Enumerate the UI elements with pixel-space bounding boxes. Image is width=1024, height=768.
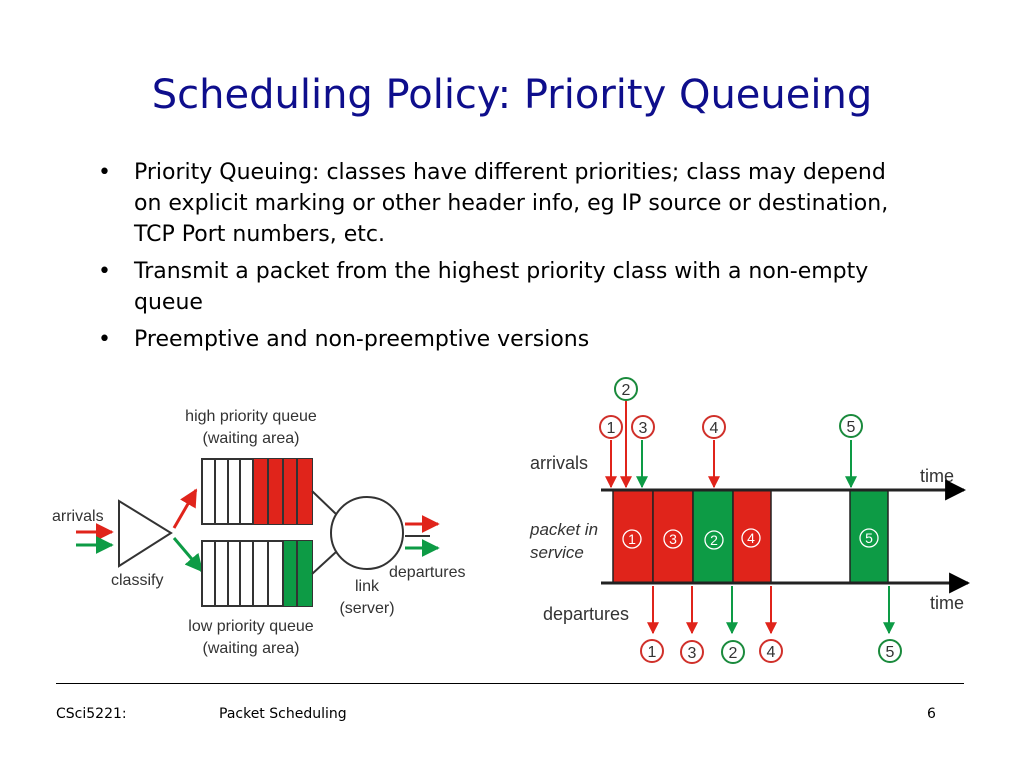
arrival-marker-label: 4 — [709, 420, 719, 437]
arrival-marker-label: 3 — [638, 420, 648, 437]
arrival-marker-label: 2 — [621, 382, 631, 399]
footer-divider — [56, 683, 964, 684]
arrival-marker-label: 5 — [846, 419, 856, 436]
bullet-marker: • — [98, 259, 111, 284]
footer-course: CSci5221: — [56, 706, 127, 722]
high-to-server-line — [312, 491, 336, 514]
slide-title: Scheduling Policy: Priority Queueing — [151, 72, 873, 118]
arrivals-label: arrivals — [52, 508, 104, 525]
service-label-item: 5 — [865, 530, 873, 546]
low-queue-label: low priority queue — [188, 618, 314, 635]
departure-marker-label: 4 — [766, 644, 776, 661]
departure-marker-label: 3 — [687, 645, 697, 662]
bullet-marker: • — [98, 160, 111, 185]
departure-marker-label: 5 — [885, 644, 895, 661]
timeline-diagram — [529, 378, 968, 663]
link-label: link — [354, 578, 380, 595]
classifier-triangle — [119, 501, 171, 566]
service-label: service — [530, 543, 584, 562]
footer-page-number: 6 — [927, 706, 936, 722]
classify-high-arrow — [174, 490, 196, 528]
arrival-marker-label: 1 — [606, 420, 616, 437]
departures-label: departures — [389, 564, 466, 581]
bullet-marker: • — [98, 327, 111, 352]
footer-topic: Packet Scheduling — [219, 706, 347, 722]
low-queue-sublabel: (waiting area) — [202, 640, 300, 657]
classify-label: classify — [111, 572, 164, 589]
low-to-server-line — [312, 552, 336, 574]
departure-marker-label: 1 — [647, 644, 657, 661]
bullet-text: Transmit a packet from the highest priority class with a non-empty queue — [134, 259, 869, 315]
high-queue-label: high priority queue — [185, 408, 317, 425]
high-queue-sublabel: (waiting area) — [202, 430, 300, 447]
service-label-item: 1 — [628, 531, 636, 547]
bullet-text: Preemptive and non-preemptive versions — [134, 327, 590, 352]
time-label-bottom: time — [930, 593, 965, 613]
service-label-item: 3 — [669, 531, 677, 547]
service-label-item: 4 — [747, 530, 755, 546]
departure-marker-label: 2 — [728, 645, 738, 662]
time-label-top: time — [920, 466, 955, 486]
service-label-item: 2 — [710, 532, 718, 548]
queue-diagram — [52, 408, 466, 657]
classify-low-arrow — [174, 538, 202, 571]
bullet-text: Priority Queuing: classes have different priorities; class may depend on explicit marking or other header info, eg IP source or destination, TCP Port numbers, etc. — [134, 160, 889, 247]
timeline-departures-label: departures — [543, 604, 630, 624]
link-server-circle — [331, 497, 403, 569]
packet-in-label: packet in — [530, 520, 599, 539]
timeline-arrivals-label: arrivals — [530, 453, 589, 473]
server-label: (server) — [339, 600, 395, 617]
